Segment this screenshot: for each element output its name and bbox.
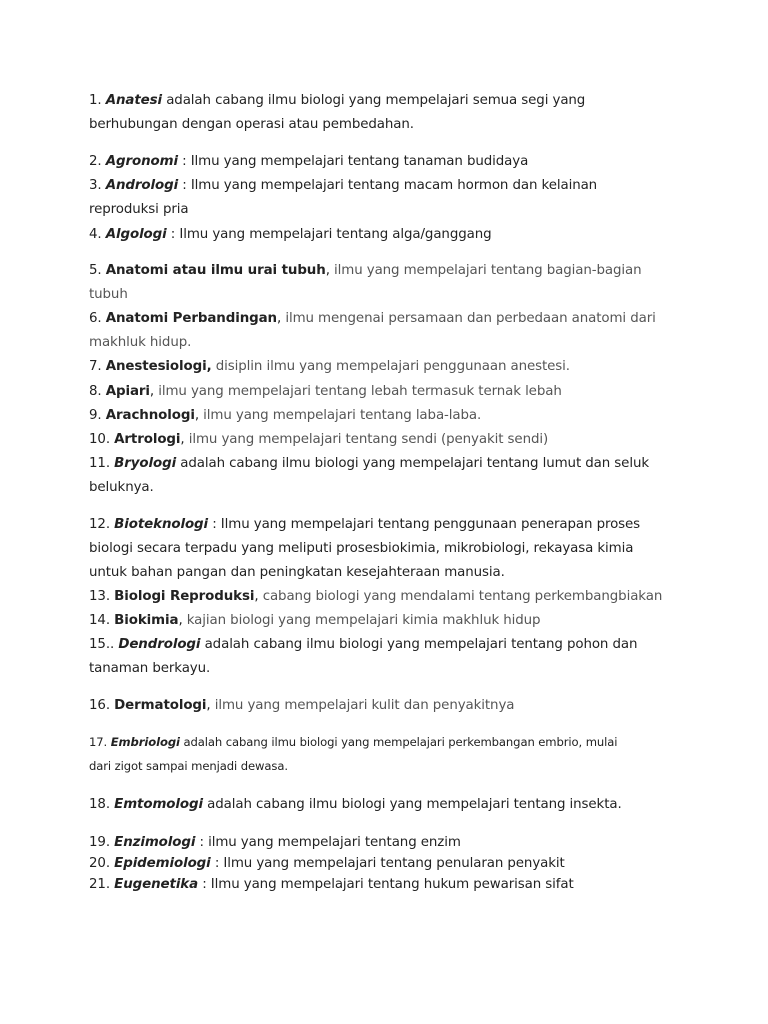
entry-bioteknologi bbox=[89, 513, 689, 585]
entry-description-cont: tanaman berkayu. bbox=[89, 661, 211, 676]
entry-description: ilmu yang mempelajari tentang lebah termasuk ternak lebah bbox=[158, 384, 562, 399]
entry-biologi-reproduksi bbox=[89, 585, 689, 609]
entry-dermatologi bbox=[89, 694, 689, 718]
entry-number: 18. bbox=[89, 797, 115, 812]
entry-eugenetika bbox=[89, 873, 689, 897]
entry-separator: : bbox=[195, 835, 209, 850]
entry-description: adalah cabang ilmu biologi yang mempelajari perkembangan embrio, mulai bbox=[183, 735, 618, 749]
entry-number: 15.. bbox=[89, 637, 119, 652]
entry-description: ilmu yang mempelajari tentang enzim bbox=[208, 835, 461, 850]
entry-description: Ilmu yang mempelajari tentang penularan penyakit bbox=[223, 856, 565, 871]
entry-separator: : bbox=[166, 227, 180, 242]
entry-separator: : bbox=[210, 856, 224, 871]
entry-separator: : bbox=[198, 877, 211, 892]
entry-biokimia bbox=[89, 609, 689, 633]
entry-number: 17. bbox=[89, 735, 111, 749]
entry-andrologi bbox=[89, 174, 689, 222]
entry-number: 16. bbox=[89, 698, 115, 713]
entry-description: ilmu yang mempelajari tentang laba-laba. bbox=[203, 408, 482, 423]
entry-description: disiplin ilmu yang mempelajari penggunaan anestesi. bbox=[215, 359, 570, 374]
entry-term: Apiari bbox=[105, 384, 150, 399]
entry-number: 7. bbox=[89, 359, 106, 374]
entry-term: Andrologi bbox=[105, 178, 179, 193]
entry-term: Epidemiologi bbox=[114, 856, 211, 871]
entry-term: Emtomologi bbox=[114, 797, 203, 812]
entry-description-cont: dari zigot sampai menjadi dewasa. bbox=[89, 759, 288, 773]
entry-term: Bioteknologi bbox=[114, 517, 209, 532]
entry-term: Algologi bbox=[105, 227, 167, 242]
entry-separator: , bbox=[194, 408, 204, 423]
entry-description-cont: untuk bahan pangan dan peningkatan kesejahteraan manusia. bbox=[89, 565, 505, 580]
entry-separator: : bbox=[208, 517, 221, 532]
entry-separator: , bbox=[178, 613, 187, 628]
entry-number: 10. bbox=[89, 432, 115, 447]
entry-number: 4. bbox=[89, 227, 106, 242]
entry-number: 2. bbox=[89, 154, 106, 169]
entry-anatesi bbox=[89, 89, 689, 137]
entry-apiari bbox=[89, 380, 689, 404]
entry-description: ilmu yang mempelajari tentang bagian-bagian bbox=[334, 263, 642, 278]
entry-term: Agronomi bbox=[105, 154, 178, 169]
entry-separator: : bbox=[177, 154, 191, 169]
entry-description: ilmu mengenai persamaan dan perbedaan anatomi dari bbox=[285, 311, 656, 326]
entry-separator: , bbox=[149, 384, 159, 399]
entry-separator: : bbox=[178, 178, 191, 193]
entry-term: Anatomi atau ilmu urai tubuh bbox=[105, 263, 326, 278]
entry-number: 9. bbox=[89, 408, 106, 423]
entry-description-cont: biologi secara terpadu yang meliputi prosesbiokimia, mikrobiologi, rekayasa kimia bbox=[89, 541, 634, 556]
entry-number: 3. bbox=[89, 178, 106, 193]
entry-description: Ilmu yang mempelajari tentang penggunaan penerapan proses bbox=[220, 517, 641, 532]
entry-description-cont: makhluk hidup. bbox=[89, 335, 192, 350]
entry-number: 12. bbox=[89, 517, 115, 532]
entry-term: Arachnologi bbox=[105, 408, 195, 423]
entry-description: ilmu yang mempelajari kulit dan penyakitnya bbox=[214, 698, 515, 713]
entry-description-cont: berhubungan dengan operasi atau pembedahan. bbox=[89, 117, 414, 132]
entry-term: Artrologi bbox=[114, 432, 181, 447]
entry-number: 1. bbox=[89, 93, 106, 108]
entry-dendrologi bbox=[89, 633, 689, 681]
entry-description-cont: tubuh bbox=[89, 287, 128, 302]
entry-description: adalah cabang ilmu biologi yang mempelajari tentang lumut dan seluk bbox=[180, 456, 649, 471]
entry-number: 5. bbox=[89, 263, 106, 278]
entry-anatomi bbox=[89, 259, 689, 307]
entry-term: Dermatologi bbox=[114, 698, 207, 713]
entry-number: 11. bbox=[89, 456, 115, 471]
entry-term: Embriologi bbox=[110, 735, 180, 749]
entry-arachnologi bbox=[89, 404, 689, 428]
entry-anatomi-perbandingan bbox=[89, 307, 689, 355]
entry-term: Anatesi bbox=[105, 93, 163, 108]
entry-number: 6. bbox=[89, 311, 106, 326]
entry-separator: , bbox=[254, 589, 263, 604]
entry-number: 20. bbox=[89, 856, 115, 871]
entry-agronomi bbox=[89, 150, 689, 174]
entry-number: 8. bbox=[89, 384, 106, 399]
entry-description: adalah cabang ilmu biologi yang mempelajari semua segi yang bbox=[166, 93, 586, 108]
entry-term: Anestesiologi, bbox=[105, 359, 212, 374]
entry-emtomologi bbox=[89, 793, 689, 817]
entry-description: adalah cabang ilmu biologi yang mempelajari tentang insekta. bbox=[207, 797, 622, 812]
entry-description: Ilmu yang mempelajari tentang alga/ganggang bbox=[179, 227, 492, 242]
entry-description: ilmu yang mempelajari tentang sendi (penyakit sendi) bbox=[188, 432, 549, 447]
entry-description-cont: reproduksi pria bbox=[89, 202, 189, 217]
entry-term: Enzimologi bbox=[114, 835, 196, 850]
entry-description-cont: beluknya. bbox=[89, 480, 154, 495]
entry-anestesiologi bbox=[89, 355, 689, 379]
entry-term: Biokimia bbox=[114, 613, 179, 628]
entry-separator: , bbox=[206, 698, 215, 713]
entry-description: adalah cabang ilmu biologi yang mempelajari tentang pohon dan bbox=[204, 637, 638, 652]
entry-term: Eugenetika bbox=[114, 877, 199, 892]
entry-term: Dendrologi bbox=[118, 637, 201, 652]
entry-separator: , bbox=[180, 432, 189, 447]
entry-description: kajian biologi yang mempelajari kimia makhluk hidup bbox=[186, 613, 541, 628]
entry-term: Biologi Reproduksi bbox=[114, 589, 255, 604]
entry-description: Ilmu yang mempelajari tentang hukum pewarisan sifat bbox=[210, 877, 574, 892]
entry-term: Bryologi bbox=[114, 456, 177, 471]
entry-number: 19. bbox=[89, 835, 115, 850]
entry-separator: , bbox=[325, 263, 335, 278]
entry-artrologi bbox=[89, 428, 689, 452]
entry-number: 13. bbox=[89, 589, 115, 604]
entry-separator: , bbox=[277, 311, 286, 326]
entry-description: Ilmu yang mempelajari tentang macam hormon dan kelainan bbox=[190, 178, 598, 193]
entry-description: Ilmu yang mempelajari tentang tanaman budidaya bbox=[190, 154, 529, 169]
entry-number: 14. bbox=[89, 613, 115, 628]
entry-bryologi bbox=[89, 452, 689, 500]
entry-description: cabang biologi yang mendalami tentang perkembangbiakan bbox=[262, 589, 663, 604]
entry-term: Anatomi Perbandingan bbox=[105, 311, 277, 326]
entry-embriologi bbox=[89, 730, 689, 778]
entry-number: 21. bbox=[89, 877, 115, 892]
entry-algologi bbox=[89, 223, 689, 247]
